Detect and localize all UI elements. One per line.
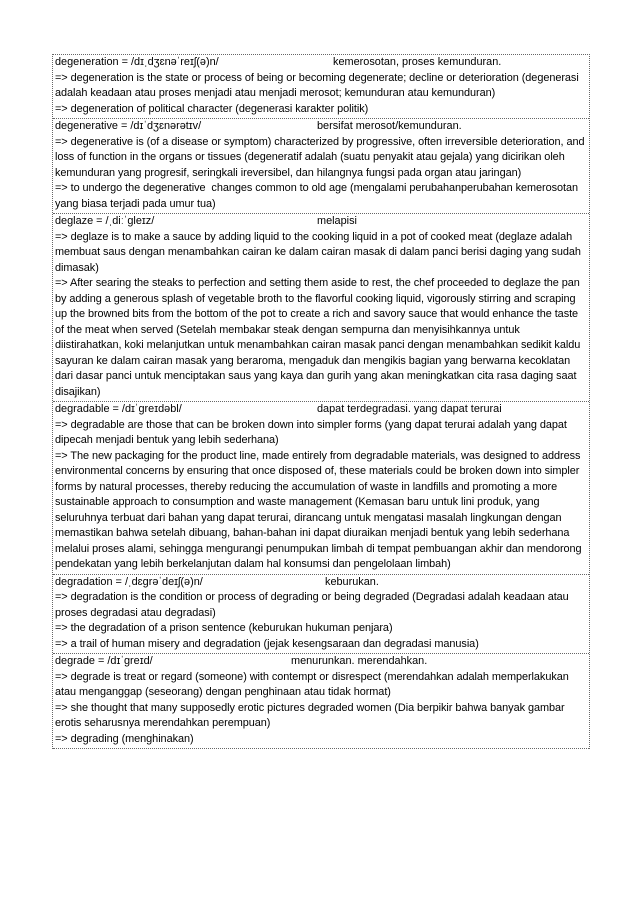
entry-deglaze [53,214,589,402]
entry-degrade [53,654,589,749]
example-line: => The new packaging for the product line, made entirely from degradable materials, was designed to address environmental concerns by ensuring that once disposed of, these materials could be broken down into simpler forms by natural processes, thereby reducing the accumulation of waste in landfills and promoting a more sustainable approach to consumption and waste management (Kemasan baru untuk lini produk, yang seluruhnya terbuat dari bahan yang dapat terurai, dirancang untuk mengatasi masalah lingkungan dengan memastikan bahwa setelah dibuang, bahan-bahan ini dapat diuraikan menjadi bentuk yang lebih sederhana melalui proses alami, sehingga mengurangi penumpukan limbah di tempat pembuangan akhir dan mendorong pendekatan yang lebih berkelanjutan dalam hal konsumsi dan pengelolaan limbah) [55,449,585,570]
entry-header [55,55,587,71]
dictionary-sheet [52,54,590,749]
example-line: => she thought that many supposedly erotic pictures degraded women (Dia berpikir bahwa banyak gambar erotis seharusnya merendahkan perempuan) [55,701,568,729]
example-line: => After searing the steaks to perfection and setting them aside to rest, the chef proceeded to deglaze the pan by adding a generous splash of vegetable broth to the flavorful cooking liquid, vigorously stirring and scraping up the browned bits from the bottom of the pot to create a rich and savory sauce that would enhance the taste of the meat when served (Setelah membakar steak dengan sempurna dan menyisihkannya untuk diistirahatkan, koki melanjutkan untuk menambahkan cairan masak panci dengan menambahkan sedikit kaldu sayuran ke dalam cairan masak yang beraroma, mengaduk dan mengikis bagian yang berwarna kecoklatan dari dasar panci untuk menciptakan saus yang kaya dan gurih yang akan meningkatkan cita rasa daging saat disajikan) [55,277,584,398]
example-line: => a trail of human misery and degradation (jejak kesengsaraan dan degradasi manusia) [55,637,479,650]
headword: deglaze = /ˌdiːˈgleɪz/ [55,215,155,227]
entry-degeneration [53,55,589,119]
entry-header [55,575,587,591]
entry-degenerative [53,119,589,214]
entry-header [55,119,587,135]
headword: degenerative = /dɪˈdʒɛnərətɪv/ [55,120,202,132]
headword: degradable = /dɪˈgreɪdəbl/ [55,403,182,415]
definition-line: => degradable are those that can be broken down into simpler forms (yang dapat terurai adalah yang dapat dipecah menjadi bentuk yang lebih sederhana) [55,418,570,446]
headword: degeneration = /dɪˌdʒɛnəˈreɪʃ(ə)n/ [55,56,219,68]
definition-line: => degenerative is (of a disease or symptom) characterized by progressive, often irreversible deterioration, and loss of function in the organs or tissues (degeneratif adalah (suatu penyakit atau gejala) yang dicirikan oleh kemunduran yang progresif, seringkali ireversibel, dan hilangnya fungsi pada organ atau jaringan) [55,135,588,179]
meaning: keburukan. [325,575,379,588]
example-line: => to undergo the degenerative changes common to old age (mengalami perubahanperubahan kemerosotan yang biasa terjadi pada umur tua) [55,182,581,210]
meaning: kemerosotan, proses kemunduran. [333,56,502,68]
definition-line: => deglaze is to make a sauce by adding liquid to the cooking liquid in a pot of cooked meat (deglaze adalah membuat saus dengan menambahkan cairan ke dalam cairan masak di dalam panci berisi daging yang sudah dimasak) [55,230,584,274]
entry-header [55,654,587,670]
entry-degradable [53,402,589,575]
entry-header [55,402,587,418]
meaning: dapat terdegradasi. yang dapat terurai [317,403,502,415]
meaning: melapisi [317,215,357,227]
example-line: => the degradation of a prison sentence (keburukan hukuman penjara) [55,622,393,634]
definition-line: => degradation is the condition or process of degrading or being degraded (Degradasi adalah keadaan atau proses degradasi atau degradasi) [55,591,572,619]
definition-line: => degeneration is the state or process of being or becoming degenerate; decline or deterioration (degenerasi adalah keadaan atau proses menjadi atau menjadi merosot; kemunduran atau kemunduran) [55,71,582,99]
example-line: => degrading (menghinakan) [55,732,194,745]
example-line: => degeneration of political character (degenerasi karakter politik) [55,102,369,115]
definition-line: => degrade is treat or regard (someone) with contempt or disrespect (merendahkan adalah memperlakukan atau menganggap (seseorang) dengan penghinaan atau tidak hormat) [55,670,572,698]
meaning: menurunkan. merendahkan. [291,655,428,667]
meaning: bersifat merosot/kemunduran. [317,120,462,132]
headword: degrade = /dɪˈgreɪd/ [55,655,153,667]
entry-header [55,214,587,230]
headword: degradation = /ˌdɛgrəˈdeɪʃ(ə)n/ [55,575,203,588]
entry-degradation [53,575,589,655]
